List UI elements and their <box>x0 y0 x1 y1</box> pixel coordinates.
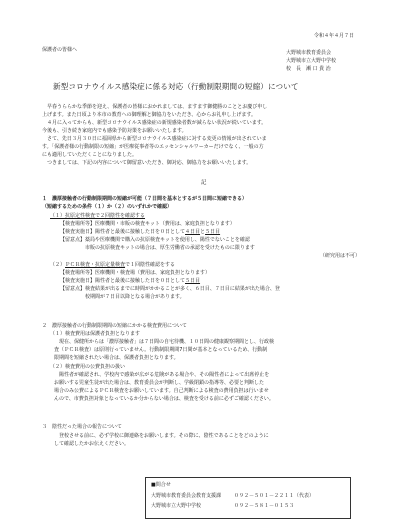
intro-line: にも適用していただくことになりました。 <box>42 152 138 158</box>
section1-method2-line <box>60 278 200 285</box>
intro-line: 早春うららかな季節を迎え、保護者の皆様におかれましては、ますます御健勝のこととお慶び申し <box>42 104 268 110</box>
contact-org-1: 大野城市教育委員会教育支援課 <box>151 493 222 499</box>
intro-line: 今後も、引き続き家庭内でも感染予防対策をお願いいたします。 <box>42 128 187 134</box>
section2-item1-line: 限期間を短縮されたい場合は、保護者負担となります。 <box>54 355 179 361</box>
page-title: 新型コロナウイルス感染症に係る対応（行動制限期間の短縮）について <box>53 82 299 91</box>
day-5: ５日目 <box>185 278 201 284</box>
intro-line: さて、先日３月３０日に福岡県から新型コロナウイルス感染症に対する変更の情報が出されていま <box>42 136 267 142</box>
intro-line: す。「保護者様の行動制限の短縮」が医療従事者等のエッセンシャルワーカーだけでなく、一般の方 <box>42 144 264 150</box>
date: 令和４年４月７日 <box>314 33 355 39</box>
section2-item1-line: 査（ＰＣＲ検査）は原則行っていません。行動制限期間7日間が基本となっているため、行動制 <box>54 347 268 353</box>
section2-heading: ２ 濃厚接触者の行動制限期間の短縮にかかる検査費用について <box>42 323 187 329</box>
section2-item2-title: （２）検査費用の公費負担の扱い <box>50 364 126 370</box>
section1-method2-title <box>50 262 175 269</box>
method2-suffix: で１回陰性確認をする <box>125 262 176 268</box>
sender-school: 大野城市立大野中学校 <box>286 58 337 64</box>
section1-method1-line <box>60 229 220 236</box>
section2-item2-line: お願いする児童生徒が出た場合は、教育委員会が判断し、学級閉鎖の指導等、必要と判断した <box>54 380 265 386</box>
contact-tel-1: ０９２－５０１－２２１１（代表） <box>234 493 315 499</box>
and-text: と <box>200 229 206 235</box>
contact-org-2: 大野城市立大野中学校 <box>151 503 202 509</box>
section1-condition: （短縮するための条件（１）か（２）のいずれかで確認） <box>42 204 173 210</box>
intro-line: 上げます。また日頃より本市の教育への御理解と御協力をいただき、心からお礼申し上げます。 <box>42 112 257 118</box>
method2-prefix: （２） <box>50 262 66 268</box>
section2-item1-title: （１）検査費用は保護者負担となります <box>50 331 141 337</box>
ki-mark: 記 <box>201 180 207 186</box>
section3-line: 登校させる前に、必ず学校に御連絡をお願いします。その際に、陰性であることをどのように <box>54 433 269 439</box>
section2-item2-line: 陽性者が確認され、学校内で感染が広がる危険がある場合や、その陽性者によって出席停止を <box>54 372 270 378</box>
section1-method1-line: 【留意点】薬局や医療機関で購入の抗原検査キットを使用し、陽性でないことを確認 <box>60 237 250 243</box>
intro-line: つきましては、下記の内容について御留意いただき、御対応、御協力をお願いいたします。 <box>42 160 252 166</box>
section1-method2-line: 【留意点】検査結果が出るまでに時間がかかることが多く、６日目、７日目に結果が出た場合、登 <box>60 286 280 292</box>
section1-heading: １ 濃厚接触者の行動制限期間の短縮が可能（７日間を基本とするが５日間に短縮できる） <box>42 196 248 202</box>
sender-name: 校 長 瀬 口 貴 治 <box>286 66 331 72</box>
section1-method1-line: 市販の抗原検査キットの場合は、厚生労働省の承認を受けたものに限ります <box>60 245 255 251</box>
pcr-test-label: ＰＣＲ検査・抗原定量検査 <box>65 262 126 268</box>
section2-item1-line: 現在、保健所からは「濃厚接触者」は７日間の自宅待機、１０日間の健康観察期間とし、行政検 <box>54 339 275 345</box>
section1-method1-line: 【検査場所等】医療機関・市販の検査キット（費用は、家庭負担となります） <box>60 221 235 227</box>
intro-line: ４月に入ってからも、新型コロナウイルス感染症の新規感染者数が減らない状況が続いています。 <box>42 120 267 126</box>
section2-item2-line: 場合のみ公費によるＰＣＲ検査をお願いしています。自己判断による検査の費用負担は行いませ <box>54 388 269 394</box>
day-5: ５日目 <box>205 229 221 235</box>
day-4: ４日目 <box>185 229 201 235</box>
sender-org: 大野城市教育委員会 <box>286 50 332 56</box>
section1-method2-line: 【検査場所等】医療機関・検査場（費用は、家庭負担となります） <box>60 270 211 276</box>
section1-method1-title: （１）抗原定性検査で２回陰性を確認する <box>50 213 146 219</box>
section2-item2-line: んので、市費負担対象となっているか分からない場合は、検査を受ける前に必ずご確認ください。 <box>54 396 274 402</box>
contact-box <box>145 477 351 519</box>
section1-method2-line: 校期間が７日目以降となる場合があります。 <box>60 294 185 300</box>
contact-tel-2: ０９２－５８１－０１５３ <box>234 503 295 509</box>
section3-heading: ３ 陰性だった場合の報告について <box>42 424 122 430</box>
exam-day-label: 【検査実施日】陽性者と最後に接触した日を０日として <box>60 278 186 284</box>
research-note: （研究用は不可） <box>320 253 361 259</box>
section3-line: して確認したかお伝えください。 <box>54 441 130 447</box>
contact-title: ■問合せ <box>151 482 171 488</box>
addressee: 保護者の皆様へ <box>42 47 78 53</box>
exam-day-label: 【検査実施日】陽性者と最後に接触した日を０日として <box>60 229 186 235</box>
